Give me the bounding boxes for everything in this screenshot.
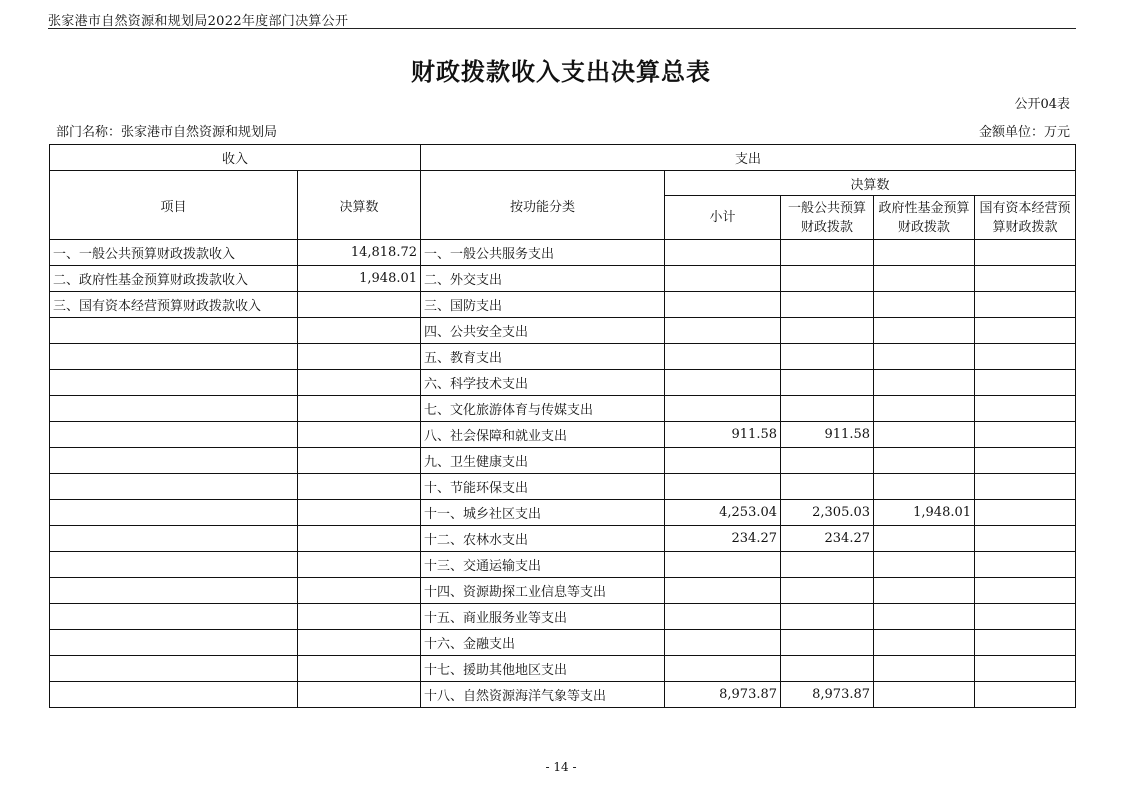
state-capital-cell [975,526,1076,552]
fund-budget-cell [874,604,975,630]
income-item-cell [50,422,298,448]
income-amount-cell [298,682,421,708]
table-row [50,500,1076,526]
subtotal-cell [665,396,781,422]
fund-budget-cell [874,266,975,292]
table-row [50,318,1076,344]
income-amount-cell [298,578,421,604]
general-budget-cell [781,266,874,292]
state-capital-cell [975,240,1076,266]
fund-budget-cell [874,318,975,344]
fund-budget-cell [874,396,975,422]
subtotal-cell: 234.27 [665,526,781,552]
fund-budget-cell [874,292,975,318]
income-item-cell [50,474,298,500]
income-item-cell [50,370,298,396]
col-header-final: 决算数 [665,171,1076,196]
income-amount-cell [298,656,421,682]
expense-item-cell: 十六、金融支出 [421,630,665,656]
state-capital-cell [975,292,1076,318]
income-amount-cell [298,448,421,474]
table-row [50,630,1076,656]
general-budget-cell [781,448,874,474]
table-row [50,578,1076,604]
table-row [50,604,1076,630]
income-amount-cell [298,474,421,500]
subtotal-cell: 8,973.87 [665,682,781,708]
table-row [50,682,1076,708]
table-row [50,474,1076,500]
state-capital-cell [975,370,1076,396]
income-amount-cell [298,500,421,526]
expense-item-cell: 六、科学技术支出 [421,370,665,396]
subtotal-cell [665,604,781,630]
table-row [50,292,1076,318]
fund-budget-cell [874,682,975,708]
section-header-row [50,145,1076,171]
income-amount-cell [298,526,421,552]
income-item-cell: 一、一般公共预算财政拨款收入 [50,240,298,266]
subtotal-cell [665,292,781,318]
expense-item-cell: 一、一般公共服务支出 [421,240,665,266]
state-capital-cell [975,656,1076,682]
income-item-cell [50,526,298,552]
income-amount-cell [298,396,421,422]
income-item-cell [50,396,298,422]
col-header-fund: 政府性基金预算财政拨款 [874,196,975,240]
expense-item-cell: 十、节能环保支出 [421,474,665,500]
form-number: 公开04表 [1014,97,1070,112]
table-row [50,526,1076,552]
fund-budget-cell [874,240,975,266]
general-budget-cell [781,604,874,630]
income-item-cell [50,656,298,682]
income-amount-cell [298,552,421,578]
income-item-cell [50,630,298,656]
general-budget-cell [781,396,874,422]
subtotal-cell [665,266,781,292]
table-row [50,552,1076,578]
col-header-function: 按功能分类 [421,171,665,240]
fund-budget-cell [874,344,975,370]
subtotal-cell [665,552,781,578]
fund-budget-cell [874,656,975,682]
general-budget-cell [781,656,874,682]
expense-item-cell: 三、国防支出 [421,292,665,318]
department-name: 部门名称：张家港市自然资源和规划局 [56,125,278,140]
general-budget-cell [781,292,874,318]
income-amount-cell [298,318,421,344]
general-budget-cell: 234.27 [781,526,874,552]
income-amount-cell: 1,948.01 [298,266,421,292]
income-item-cell [50,500,298,526]
table-row [50,422,1076,448]
fund-budget-cell [874,370,975,396]
table-row [50,240,1076,266]
income-item-cell [50,552,298,578]
subtotal-cell [665,578,781,604]
table-row [50,396,1076,422]
expense-item-cell: 十一、城乡社区支出 [421,500,665,526]
income-item-cell [50,318,298,344]
subtotal-cell: 4,253.04 [665,500,781,526]
state-capital-cell [975,500,1076,526]
expense-item-cell: 十四、资源勘探工业信息等支出 [421,578,665,604]
expense-item-cell: 十二、农林水支出 [421,526,665,552]
expense-item-cell: 四、公共安全支出 [421,318,665,344]
general-budget-cell: 911.58 [781,422,874,448]
subtotal-cell [665,448,781,474]
income-item-cell [50,448,298,474]
table-row [50,266,1076,292]
income-amount-cell [298,604,421,630]
general-budget-cell [781,318,874,344]
expense-item-cell: 十五、商业服务业等支出 [421,604,665,630]
income-item-cell [50,682,298,708]
page-number: - 14 - [545,760,577,774]
income-item-cell: 二、政府性基金预算财政拨款收入 [50,266,298,292]
income-amount-cell [298,422,421,448]
state-capital-cell [975,266,1076,292]
income-amount-cell [298,344,421,370]
subtotal-cell [665,656,781,682]
fund-budget-cell [874,578,975,604]
expense-item-cell: 二、外交支出 [421,266,665,292]
subtotal-cell [665,344,781,370]
expense-section-header: 支出 [421,145,1076,171]
fund-budget-cell [874,526,975,552]
col-header-amount: 决算数 [298,171,421,240]
state-capital-cell [975,448,1076,474]
page-header: 张家港市自然资源和规划局2022年度部门决算公开 [48,14,349,29]
income-amount-cell [298,292,421,318]
state-capital-cell [975,578,1076,604]
state-capital-cell [975,682,1076,708]
fund-budget-cell [874,422,975,448]
fund-budget-cell [874,474,975,500]
fund-budget-cell [874,630,975,656]
general-budget-cell [781,552,874,578]
expense-item-cell: 七、文化旅游体育与传媒支出 [421,396,665,422]
state-capital-cell [975,630,1076,656]
state-capital-cell [975,318,1076,344]
income-amount-cell [298,370,421,396]
table-row [50,344,1076,370]
income-item-cell [50,344,298,370]
income-item-cell: 三、国有资本经营预算财政拨款收入 [50,292,298,318]
fund-budget-cell [874,448,975,474]
state-capital-cell [975,344,1076,370]
subtotal-cell: 911.58 [665,422,781,448]
general-budget-cell [781,578,874,604]
expense-item-cell: 五、教育支出 [421,344,665,370]
general-budget-cell [781,370,874,396]
fund-budget-cell [874,552,975,578]
table-row [50,448,1076,474]
general-budget-cell [781,240,874,266]
col-header-subtotal: 小计 [665,196,781,240]
state-capital-cell [975,552,1076,578]
income-amount-cell: 14,818.72 [298,240,421,266]
state-capital-cell [975,396,1076,422]
expense-item-cell: 九、卫生健康支出 [421,448,665,474]
col-header-item: 项目 [50,171,298,240]
table-row [50,656,1076,682]
state-capital-cell [975,474,1076,500]
general-budget-cell [781,474,874,500]
col-header-general: 一般公共预算财政拨款 [781,196,874,240]
subtotal-cell [665,474,781,500]
document-title: 财政拨款收入支出决算总表 [411,57,711,86]
fund-budget-cell: 1,948.01 [874,500,975,526]
state-capital-cell [975,604,1076,630]
subtotal-cell [665,370,781,396]
subtotal-cell [665,630,781,656]
col-header-state: 国有资本经营预算财政拨款 [975,196,1076,240]
income-section-header: 收入 [50,145,421,171]
budget-summary-table [49,144,1076,708]
header-divider [48,28,1076,29]
expense-item-cell: 十七、援助其他地区支出 [421,656,665,682]
expense-item-cell: 十三、交通运输支出 [421,552,665,578]
subtotal-cell [665,318,781,344]
expense-item-cell: 十八、自然资源海洋气象等支出 [421,682,665,708]
income-amount-cell [298,630,421,656]
income-item-cell [50,604,298,630]
column-header-row [50,171,1076,196]
subtotal-cell [665,240,781,266]
general-budget-cell: 2,305.03 [781,500,874,526]
general-budget-cell [781,630,874,656]
expense-item-cell: 八、社会保障和就业支出 [421,422,665,448]
general-budget-cell: 8,973.87 [781,682,874,708]
table-row [50,370,1076,396]
state-capital-cell [975,422,1076,448]
amount-unit: 金额单位：万元 [978,125,1070,140]
income-item-cell [50,578,298,604]
general-budget-cell [781,344,874,370]
